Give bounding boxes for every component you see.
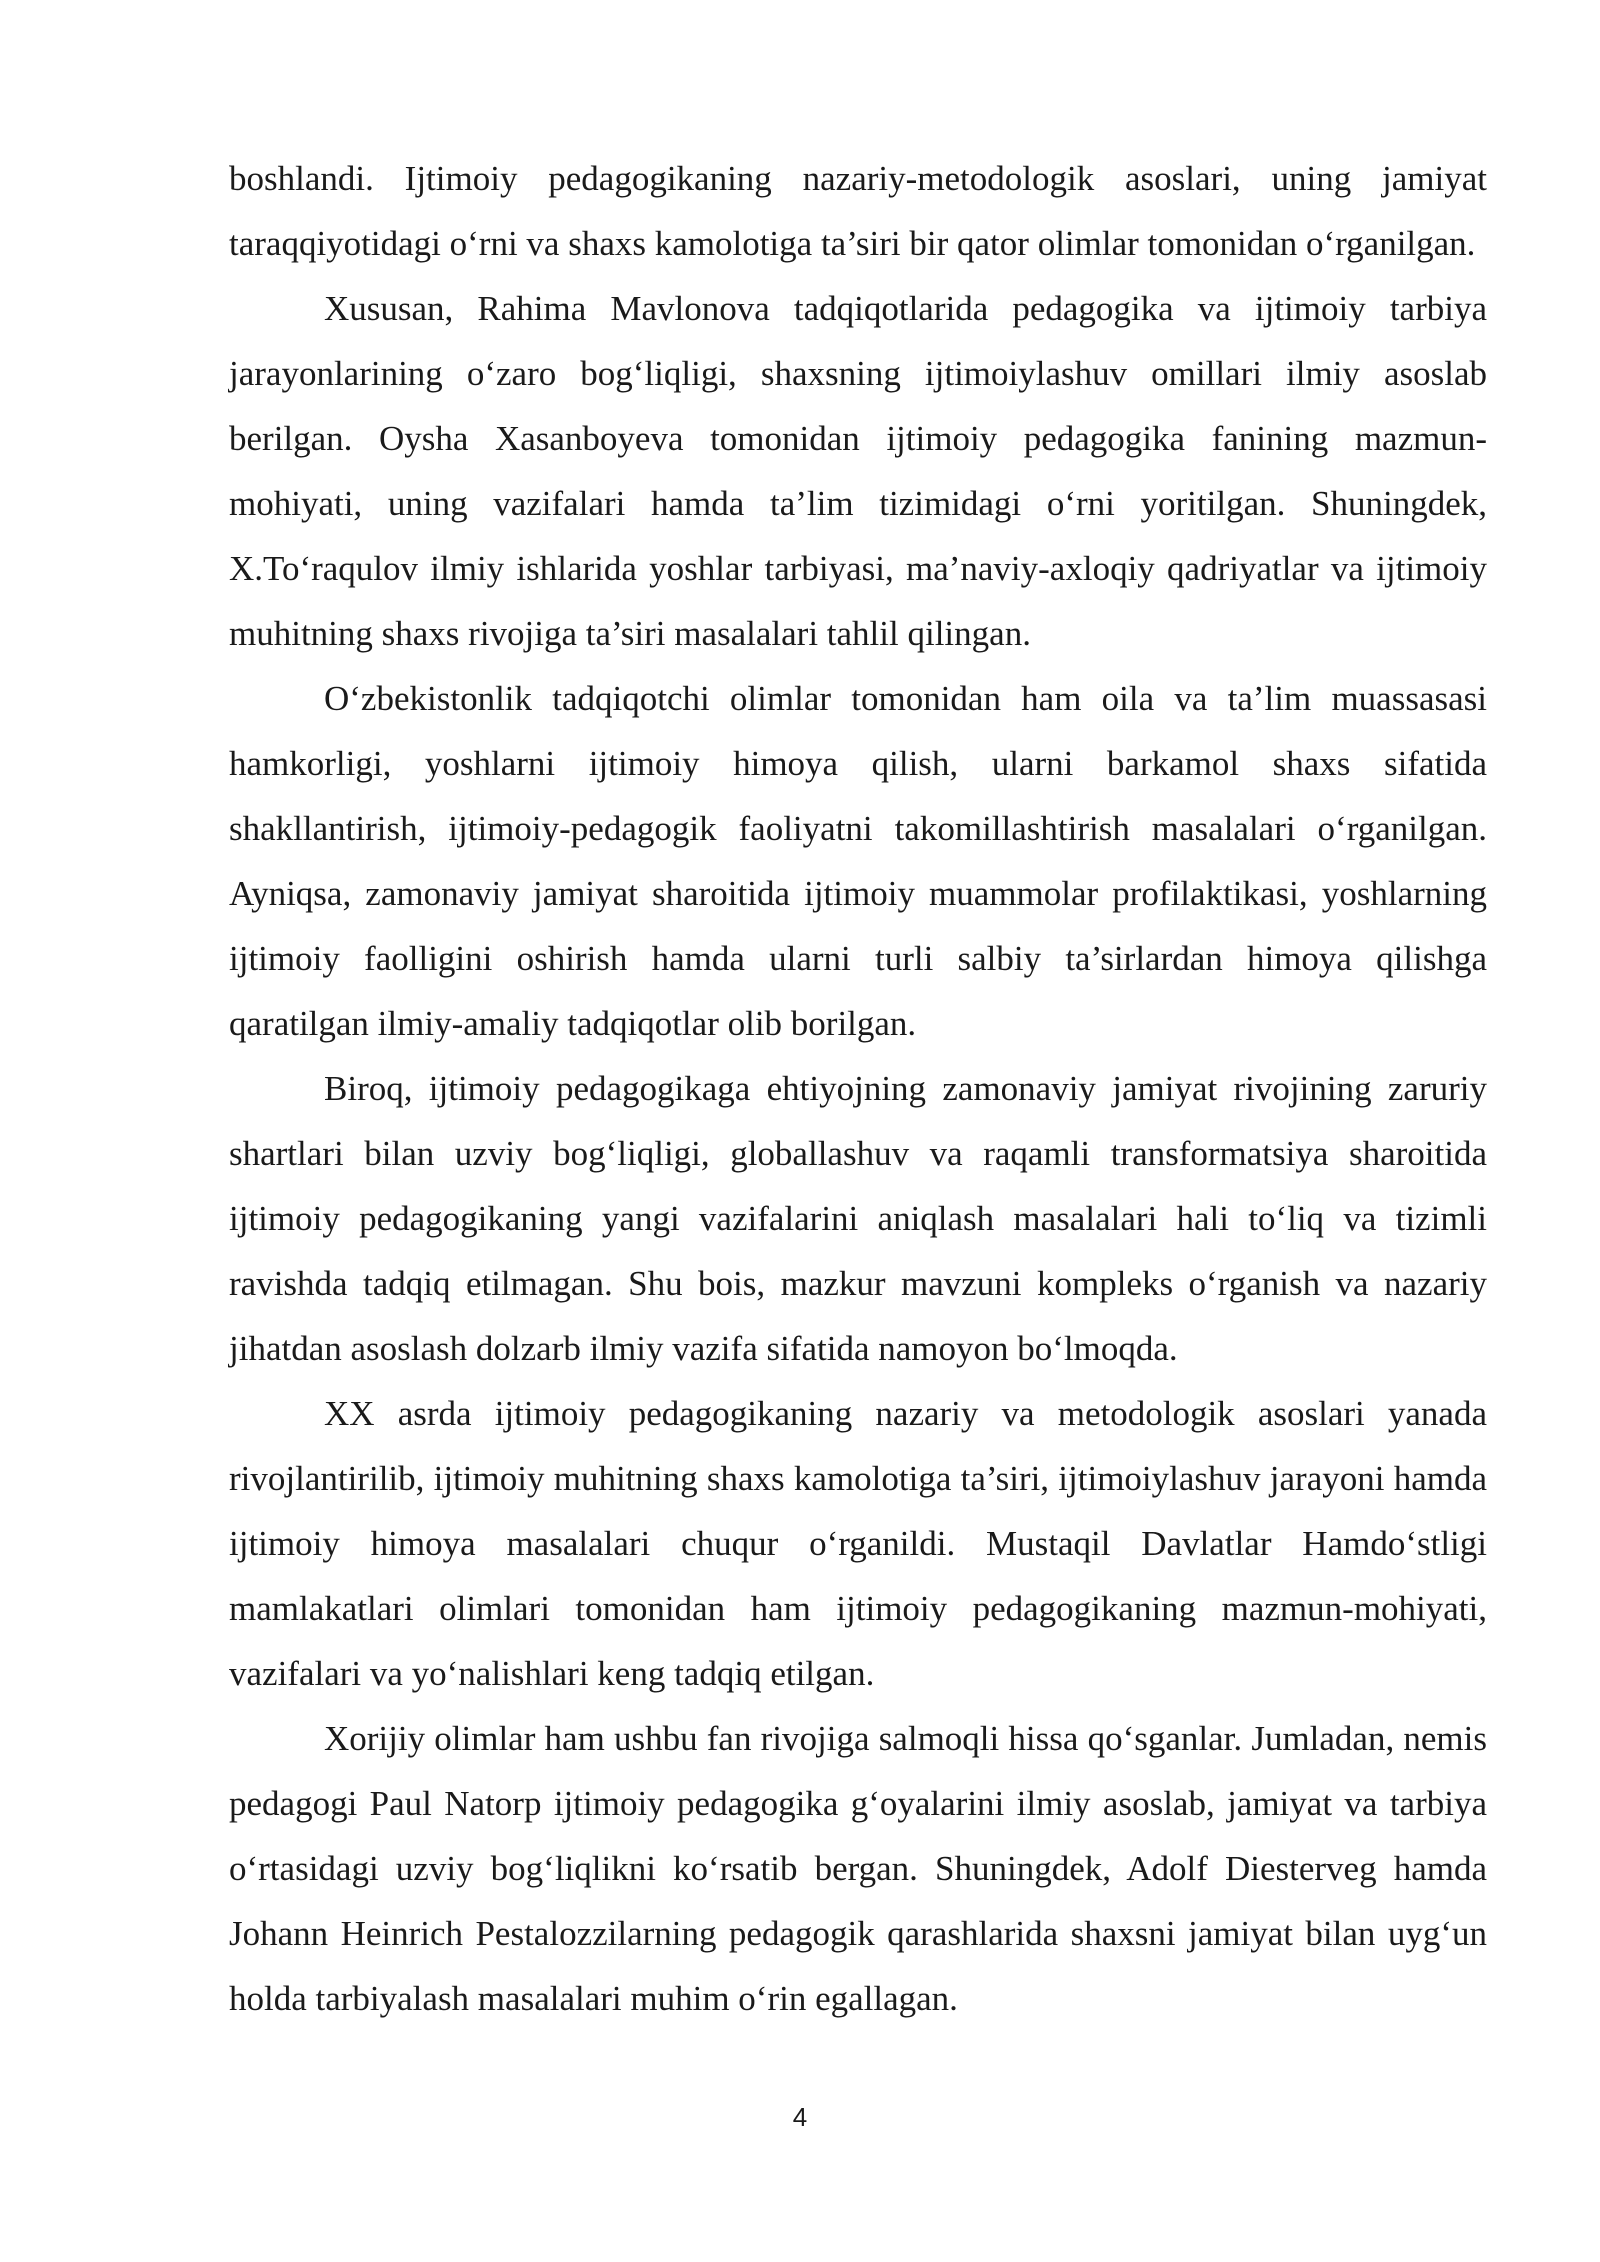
paragraph-20th-century: XX asrda ijtimoiy pedagogikaning nazariy va metodologik asoslari yanada rivojlantirilib, ijtimoiy muhitning shaxs kamolotiga ta’siri, ijtimoiylashuv jarayoni hamda ijtimoiy himoya masalalari chuqur o‘rganildi. Mustaqil Davlatlar Hamdo‘stligi mamlakatlari olimlari tomonidan ham ijtimoiy pedagogikaning mazmun-mohiyati, vazifalari va yo‘nalishlari keng tadqiq etilgan. [229, 1394, 1487, 1693]
paragraph-research-gap: Biroq, ijtimoiy pedagogikaga ehtiyojning zamonaviy jamiyat rivojining zaruriy shartlari bilan uzviy bog‘liqligi, globallashuv va raqamli transformatsiya sharoitida ijtimoiy pedagogikaning yangi vazifalarini aniqlash masalalari hali to‘liq va tizimli ravishda tadqiq etilmagan. Shu bois, mazkur mavzuni kompleks o‘rganish va nazariy jihatdan asoslash dolzarb ilmiy vazifa sifatida namoyon bo‘lmoqda. [229, 1069, 1487, 1368]
paragraph-researchers: Xususan, Rahima Mavlonova tadqiqotlarida pedagogika va ijtimoiy tarbiya jarayonlarining o‘zaro bog‘liqligi, shaxsning ijtimoiylashuv omillari ilmiy asoslab berilgan. Oysha Xasanboyeva tomonidan ijtimoiy pedagogika fanining mazmun-mohiyati, uning vazifalari hamda ta’lim tizimidagi o‘rni yoritilgan. Shuningdek, X.To‘raqulov ilmiy ishlarida yoshlar tarbiyasi, ma’naviy-axloqiy qadriyatlar va ijtimoiy muhitning shaxs rivojiga ta’siri masalalari tahlil qilingan. [229, 289, 1487, 653]
paragraph-uzbek-scholars: O‘zbekistonlik tadqiqotchi olimlar tomonidan ham oila va ta’lim muassasasi hamkorligi, yoshlarni ijtimoiy himoya qilish, ularni barkamol shaxs sifatida shakllantirish, ijtimoiy-pedagogik faoliyatni takomillashtirish masalalari o‘rganilgan. Ayniqsa, zamonaviy jamiyat sharoitida ijtimoiy muammolar profilaktikasi, yoshlarning ijtimoiy faolligini oshirish hamda ularni turli salbiy ta’sirlardan himoya qilishga qaratilgan ilmiy-amaliy tadqiqotlar olib borilgan. [229, 679, 1487, 1043]
paragraph-continuation: boshlandi. Ijtimoiy pedagogikaning nazariy-metodologik asoslari, uning jamiyat taraqqiyotidagi o‘rni va shaxs kamolotiga ta’siri bir qator olimlar tomonidan o‘rganilgan. [229, 159, 1487, 263]
document-page [229, 146, 1487, 2031]
page-number: 4 [792, 2102, 808, 2132]
paragraph-foreign-scholars: Xorijiy olimlar ham ushbu fan rivojiga salmoqli hissa qo‘sganlar. Jumladan, nemis pedagogi Paul Natorp ijtimoiy pedagogika g‘oyalarini ilmiy asoslab, jamiyat va tarbiya o‘rtasidagi uzviy bog‘liqlikni ko‘rsatib bergan. Shuningdek, Adolf Diesterveg hamda Johann Heinrich Pestalozzilarning pedagogik qarashlarida shaxsni jamiyat bilan uyg‘un holda tarbiyalash masalalari muhim o‘rin egallagan. [229, 1719, 1487, 2018]
